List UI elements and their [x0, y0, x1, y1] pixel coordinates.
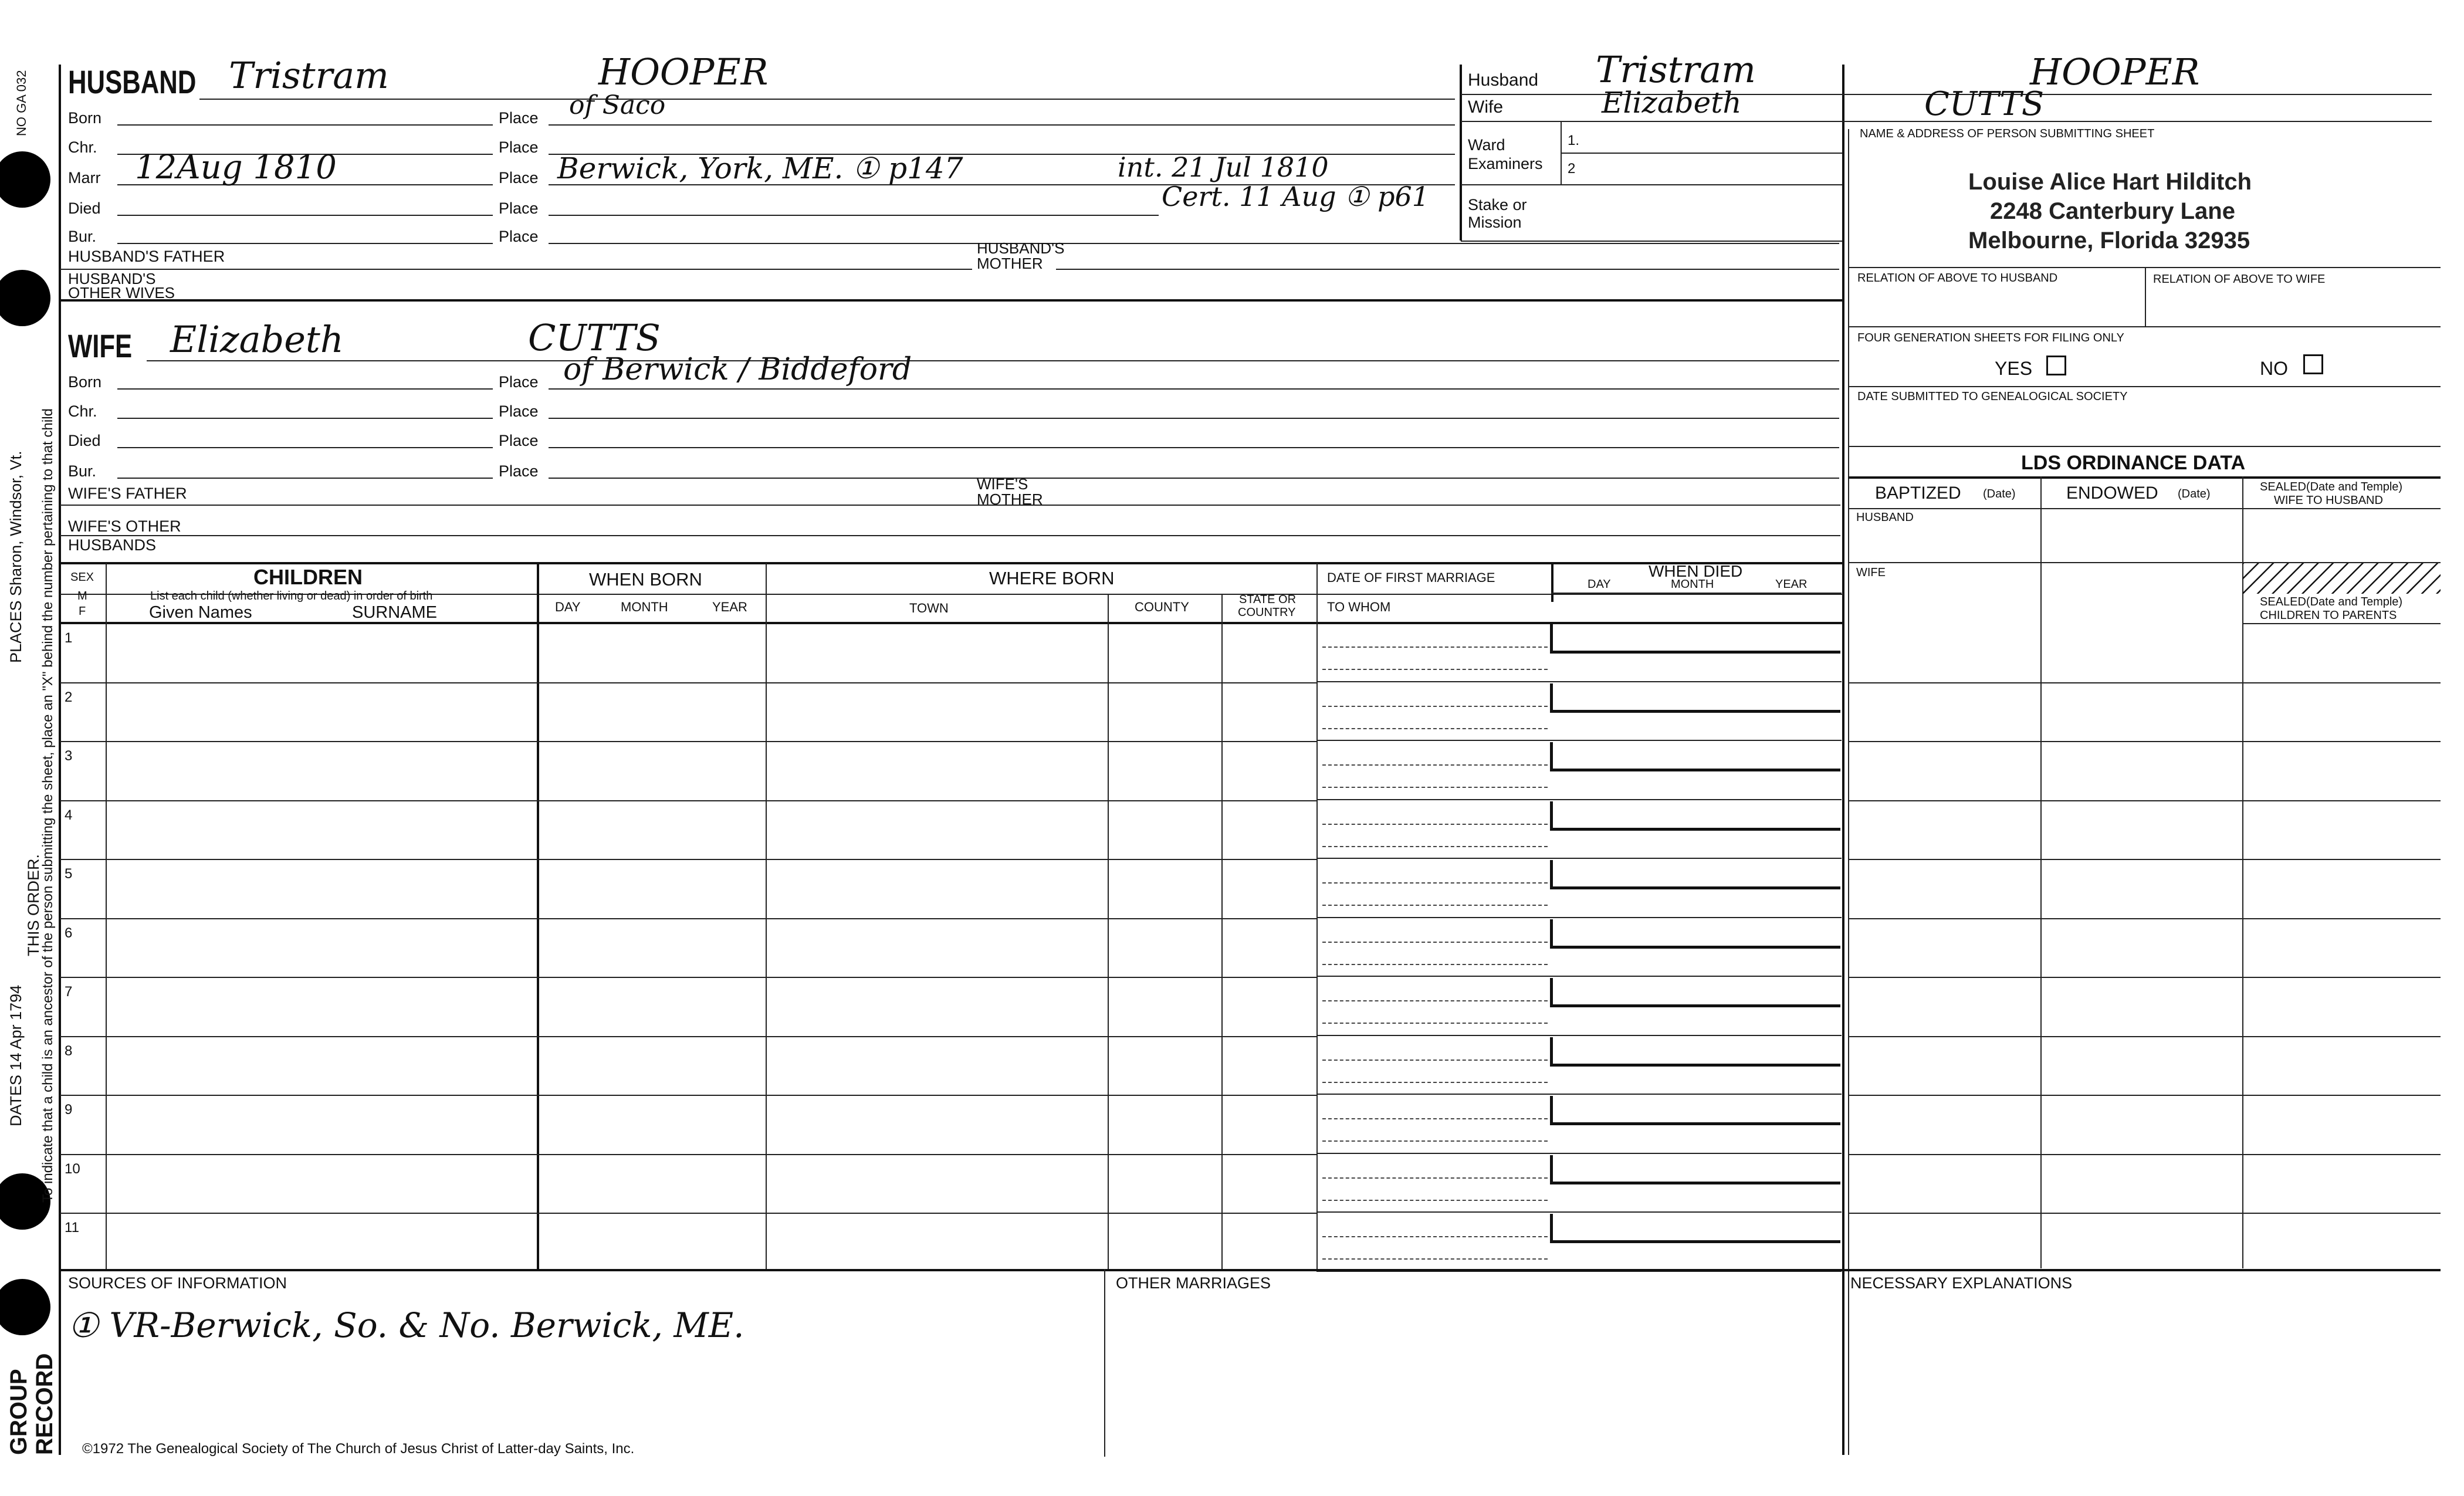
- marriage-date-dash: [1322, 942, 1548, 943]
- summary-wife-line: [1461, 121, 2432, 122]
- sealed-wife-1: SEALED(Date and Temple): [2260, 480, 2403, 493]
- form-divider: [1842, 65, 1844, 1455]
- to-whom-dash: [1322, 1082, 1548, 1083]
- when-died-label: WHEN DIED: [1649, 562, 1743, 580]
- wife-bur-line: [117, 478, 493, 479]
- wife-name-line: [147, 360, 1839, 361]
- given-names-label: Given Names: [149, 603, 252, 622]
- to-whom-dash: [1322, 728, 1548, 729]
- when-died-box: [1550, 978, 1840, 1007]
- wife-died-place-line: [549, 447, 1839, 448]
- when-died-box: [1550, 860, 1840, 889]
- lds-header-bottom: [1848, 508, 2441, 509]
- husband-mother-line: [1056, 269, 1839, 270]
- to-whom-line: [1316, 858, 1842, 859]
- wife-surname: CUTTS: [528, 316, 661, 359]
- col-when-died: [1551, 563, 1553, 602]
- to-whom-line: [1316, 1211, 1842, 1213]
- marriage-date-dash: [1322, 1060, 1548, 1061]
- died-year-label: YEAR: [1775, 578, 1808, 591]
- year-label: YEAR: [712, 600, 747, 614]
- husband-father-line: [60, 269, 972, 270]
- to-whom-dash: [1322, 846, 1548, 847]
- wife-born-line: [117, 388, 493, 390]
- child-row-line: [60, 800, 1316, 801]
- when-died-box: [1550, 801, 1840, 831]
- when-born-label: WHEN BORN: [589, 569, 702, 590]
- wife-chr-place-label: Place: [499, 402, 539, 420]
- lds-row-line: [1848, 1095, 2441, 1096]
- examiner-1-line: [1562, 153, 1842, 154]
- to-whom-line: [1316, 1153, 1842, 1154]
- to-whom-dash: [1322, 1140, 1548, 1142]
- lds-husband: HUSBAND: [1856, 511, 1914, 524]
- stake-label: Stake or: [1468, 196, 1527, 214]
- children-sub: List each child (whether living or dead) in order of birth: [150, 590, 433, 603]
- margin-dates: DATES 14 Apr 1794: [7, 984, 25, 1126]
- four-gen-bottom: [1848, 386, 2441, 387]
- marriage-date-dash: [1322, 764, 1548, 766]
- wife-chr-label: Chr.: [68, 402, 97, 420]
- husband-born-line: [117, 124, 493, 126]
- husband-born-place: of Saco: [569, 90, 666, 120]
- husband-bur-line: [117, 243, 493, 244]
- husband-died-line: [117, 215, 493, 216]
- husband-died-place-label: Place: [499, 199, 539, 217]
- husband-chr-label: Chr.: [68, 138, 97, 156]
- marriage-date-dash: [1322, 1000, 1548, 1001]
- wife-given-name: Elizabeth: [170, 318, 344, 361]
- baptized-date: (Date): [1983, 488, 2016, 500]
- ward-label: Ward: [1468, 136, 1505, 154]
- examiners-label: Examiners: [1468, 155, 1543, 172]
- children-table-bottom: [60, 1269, 2441, 1271]
- lds-col-2: [2242, 476, 2243, 1268]
- child-row-line: [60, 918, 1316, 919]
- husband-mother-label-2: MOTHER: [977, 255, 1043, 272]
- lds-col-1: [2040, 476, 2042, 1268]
- wife-section-bottom: [60, 562, 1843, 564]
- margin-places: PLACES Sharon, Windsor, Vt.: [7, 451, 25, 663]
- wife-mother-label-1: WIFE'S: [977, 475, 1028, 493]
- to-whom-line: [1316, 740, 1842, 741]
- when-died-box: [1550, 1096, 1840, 1125]
- lds-row-line: [1848, 918, 2441, 919]
- punch-hole: [0, 151, 50, 208]
- date-submitted-label: DATE SUBMITTED TO GENEALOGICAL SOCIETY: [1857, 390, 2128, 403]
- sealed-children-1: SEALED(Date and Temple): [2260, 595, 2403, 608]
- first-marriage-label: DATE OF FIRST MARRIAGE: [1327, 570, 1495, 585]
- date-submitted-bottom: [1848, 446, 2441, 447]
- child-row-line: [60, 682, 1316, 683]
- col-when-born: [766, 563, 767, 1270]
- husband-died-label: Died: [68, 199, 101, 217]
- child-row-number: 3: [65, 748, 73, 764]
- wife-bur-place-label: Place: [499, 462, 539, 480]
- wife-born-place: of Berwick / Biddeford: [563, 352, 912, 387]
- husband-label: HUSBAND: [68, 63, 197, 100]
- husband-father-label: HUSBAND'S FATHER: [68, 248, 225, 265]
- summary-wife-surname: CUTTS: [1924, 85, 2045, 123]
- mission-label: Mission: [1468, 214, 1522, 231]
- child-row-number: 7: [65, 984, 73, 1000]
- husband-marr-place-label: Place: [499, 169, 539, 187]
- died-month-label: MONTH: [1671, 578, 1714, 591]
- lds-row-line: [1848, 800, 2441, 801]
- lds-row-line: [1848, 1036, 2441, 1037]
- margin-this-order: THIS ORDER.: [25, 854, 42, 956]
- husband-bur-label: Bur.: [68, 228, 97, 245]
- sources-divider: [1104, 1269, 1105, 1457]
- to-whom-dash: [1322, 964, 1548, 965]
- child-row-number: 11: [65, 1220, 79, 1236]
- stake-box-bottom: [1461, 241, 1842, 242]
- summary-wife-given: Elizabeth: [1602, 86, 1742, 120]
- state-label-2: COUNTRY: [1238, 606, 1296, 619]
- husband-mother-label-1: HUSBAND'S: [977, 239, 1065, 257]
- husband-born-place-label: Place: [499, 109, 539, 127]
- wife-chr-place-line: [549, 418, 1839, 419]
- sex-label-1: SEX: [70, 571, 94, 584]
- child-row-line: [60, 1036, 1316, 1037]
- husband-bur-place-label: Place: [499, 228, 539, 245]
- husband-chr-place-label: Place: [499, 138, 539, 156]
- wife-father-line: [60, 505, 1840, 506]
- marriage-date-dash: [1322, 1177, 1548, 1179]
- margin-record: RECORD: [32, 1353, 57, 1455]
- child-row-number: 1: [65, 630, 73, 646]
- child-row-line: [60, 741, 1316, 742]
- when-died-box: [1550, 624, 1840, 654]
- sealed-hatch: [2242, 563, 2441, 594]
- sources-label: SOURCES OF INFORMATION: [68, 1274, 287, 1292]
- husband-other-wives-2: OTHER WIVES: [68, 284, 175, 302]
- child-row-number: 6: [65, 925, 73, 941]
- marriage-certificate: Cert. 11 Aug ① p61: [1162, 181, 1430, 212]
- col-town: [1108, 594, 1109, 1270]
- husband-box-divider: [1460, 65, 1462, 241]
- to-whom-dash: [1322, 1200, 1548, 1201]
- lds-row-line: [1848, 1154, 2441, 1155]
- wife-chr-line: [117, 418, 493, 419]
- to-whom-dash: [1322, 1023, 1548, 1024]
- husband-marr-label: Marr: [68, 169, 101, 187]
- marriage-date-dash: [1322, 882, 1548, 884]
- marriage-date-dash: [1322, 1236, 1548, 1237]
- summary-husband-surname: HOOPER: [2030, 50, 2200, 93]
- sealed-children-2: CHILDREN TO PARENTS: [2260, 609, 2397, 622]
- summary-husband-given: Tristram: [1596, 48, 1756, 91]
- marriage-date-dash: [1322, 824, 1548, 825]
- lds-row-line: [1848, 859, 2441, 860]
- lds-row-line: [1848, 741, 2441, 742]
- child-row-line: [60, 1095, 1316, 1096]
- wife-died-place-label: Place: [499, 432, 539, 449]
- child-row-line: [60, 859, 1316, 860]
- wife-bur-label: Bur.: [68, 462, 97, 480]
- other-marriages-label: OTHER MARRIAGES: [1116, 1274, 1271, 1292]
- to-whom-dash: [1322, 669, 1548, 670]
- relation-wife-label: RELATION OF ABOVE TO WIFE: [2153, 273, 2326, 286]
- sources-entry: ① VR-Berwick, So. & No. Berwick, ME.: [68, 1305, 744, 1345]
- child-row-line: [60, 1213, 1316, 1214]
- wife-died-line: [117, 447, 493, 448]
- wife-other-husbands-2: HUSBANDS: [68, 536, 157, 554]
- wife-born-label: Born: [68, 373, 102, 391]
- no-label: NO: [2260, 358, 2288, 379]
- col-children: [537, 563, 539, 1270]
- husband-died-place-line: [549, 215, 1159, 216]
- husband-born-label: Born: [68, 109, 102, 127]
- copyright: ©1972 The Genealogical Society of The Church of Jesus Christ of Latter-day Saints, Inc.: [82, 1441, 635, 1457]
- husband-marr-place: Berwick, York, ME. ① p147: [557, 151, 963, 185]
- yes-checkbox[interactable]: [2046, 356, 2066, 375]
- marriage-intention: int. 21 Jul 1810: [1118, 151, 1329, 183]
- wife-other-husbands-1: WIFE'S OTHER: [68, 517, 181, 535]
- when-died-box: [1550, 1037, 1840, 1067]
- wife-father-label: WIFE'S FATHER: [68, 485, 187, 502]
- submitter-line-3: Melbourne, Florida 32935: [1968, 228, 2250, 253]
- relation-husband-label: RELATION OF ABOVE TO HUSBAND: [1857, 272, 2058, 285]
- husband-section-bottom: [60, 299, 1843, 302]
- surname-label: SURNAME: [352, 603, 438, 622]
- wife-other-husbands-line: [60, 535, 1840, 536]
- husband-name-line: [199, 99, 1455, 100]
- to-whom-line: [1316, 976, 1842, 977]
- marriage-date-dash: [1322, 647, 1548, 648]
- examiner-2: 2: [1568, 161, 1576, 177]
- child-row-number: 10: [65, 1160, 80, 1177]
- col-county: [1221, 594, 1223, 1270]
- to-whom-line: [1316, 799, 1842, 800]
- col-sex: [106, 563, 107, 1270]
- punch-hole: [0, 270, 50, 326]
- husband-marr-date: 12Aug 1810: [135, 148, 337, 187]
- form-left-border: [59, 65, 61, 1455]
- child-row-number: 8: [65, 1043, 73, 1059]
- wife-label: WIFE: [68, 327, 133, 364]
- when-died-box: [1550, 1214, 1840, 1243]
- yes-label: YES: [1995, 358, 2033, 379]
- relation-bottom: [1848, 326, 2441, 327]
- to-whom-label: TO WHOM: [1327, 600, 1391, 614]
- when-died-box: [1550, 683, 1840, 713]
- where-born-label: WHERE BORN: [989, 568, 1115, 588]
- margin-instruction: To indicate that a child is an ancestor of the person submitting the sheet, place an "X" behind the number pertaining to that child: [40, 408, 56, 1203]
- child-row-number: 5: [65, 866, 73, 882]
- margin-group: GROUP: [6, 1369, 32, 1455]
- submitter-label: NAME & ADDRESS OF PERSON SUBMITTING SHEET: [1860, 127, 2155, 140]
- child-row-line: [60, 977, 1316, 978]
- punch-hole: [0, 1279, 50, 1335]
- town-label: TOWN: [909, 601, 949, 615]
- to-whom-line: [1316, 1035, 1842, 1036]
- lds-row-line: [1848, 682, 2441, 683]
- when-died-box: [1550, 1155, 1840, 1184]
- sealed-wife-2: WIFE TO HUSBAND: [2274, 494, 2383, 507]
- lds-row-line: [1848, 977, 2441, 978]
- day-label: DAY: [555, 600, 581, 614]
- wife-born-place-line: [549, 388, 1839, 390]
- to-whom-dash: [1322, 787, 1548, 788]
- sex-label-2: M: [77, 590, 87, 603]
- husband-bur-place-line: [549, 243, 1839, 244]
- when-died-bottom: [1551, 593, 1842, 594]
- when-died-box: [1550, 742, 1840, 771]
- husband-given-name: Tristram: [229, 54, 389, 97]
- lds-title: LDS ORDINANCE DATA: [2021, 452, 2246, 474]
- wife-died-label: Died: [68, 432, 101, 449]
- wife-born-place-label: Place: [499, 373, 539, 391]
- submitter-line-2: 2248 Canterbury Lane: [1990, 198, 2235, 224]
- summary-wife-label: Wife: [1468, 97, 1503, 117]
- children-title: CHILDREN: [253, 565, 363, 589]
- lds-wife-bottom: [2242, 623, 2441, 624]
- child-row-number: 4: [65, 807, 73, 823]
- to-whom-line: [1316, 1094, 1842, 1095]
- to-whom-dash: [1322, 905, 1548, 906]
- lds-row-line: [1848, 1213, 2441, 1214]
- to-whom-line: [1316, 917, 1842, 918]
- to-whom-dash: [1322, 1258, 1548, 1260]
- form-code: NO GA 032: [14, 70, 29, 136]
- endowed-label: ENDOWED: [2066, 483, 2158, 503]
- to-whom-line: [1316, 681, 1842, 682]
- month-label: MONTH: [621, 600, 668, 614]
- when-died-box: [1550, 919, 1840, 949]
- endowed-date: (Date): [2178, 488, 2211, 500]
- no-checkbox[interactable]: [2303, 354, 2323, 374]
- examiner-1: 1.: [1568, 133, 1580, 148]
- died-day-label: DAY: [1588, 578, 1611, 591]
- submitter-bottom: [1848, 267, 2441, 268]
- husband-born-place-line: [549, 124, 1455, 126]
- husband-other-wives-1: HUSBAND'S: [68, 270, 156, 287]
- lds-title-bottom: [1848, 476, 2441, 479]
- sex-label-3: F: [79, 605, 86, 618]
- relation-divider: [2145, 268, 2146, 326]
- husband-surname: HOOPER: [598, 50, 769, 93]
- county-label: COUNTY: [1135, 600, 1189, 614]
- four-gen-label: FOUR GENERATION SHEETS FOR FILING ONLY: [1857, 331, 2124, 344]
- lds-wife: WIFE: [1856, 566, 1886, 579]
- baptized-label: BAPTIZED: [1875, 483, 1961, 503]
- state-label-1: STATE OR: [1239, 593, 1297, 606]
- submitter-line-1: Louise Alice Hart Hilditch: [1968, 169, 2252, 195]
- marriage-date-dash: [1322, 706, 1548, 707]
- wife-bur-place-line: [549, 478, 1839, 479]
- child-row-line: [60, 1154, 1316, 1155]
- form-divider-inner: [1848, 129, 1849, 1455]
- wife-mother-label-2: MOTHER: [977, 490, 1043, 508]
- child-row-number: 2: [65, 689, 73, 705]
- child-row-number: 9: [65, 1102, 73, 1118]
- examiner-box-bottom: [1461, 184, 1842, 185]
- marriage-date-dash: [1322, 1118, 1548, 1119]
- necessary-explanations-label: NECESSARY EXPLANATIONS: [1850, 1274, 2073, 1292]
- summary-husband-label: Husband: [1468, 70, 1539, 90]
